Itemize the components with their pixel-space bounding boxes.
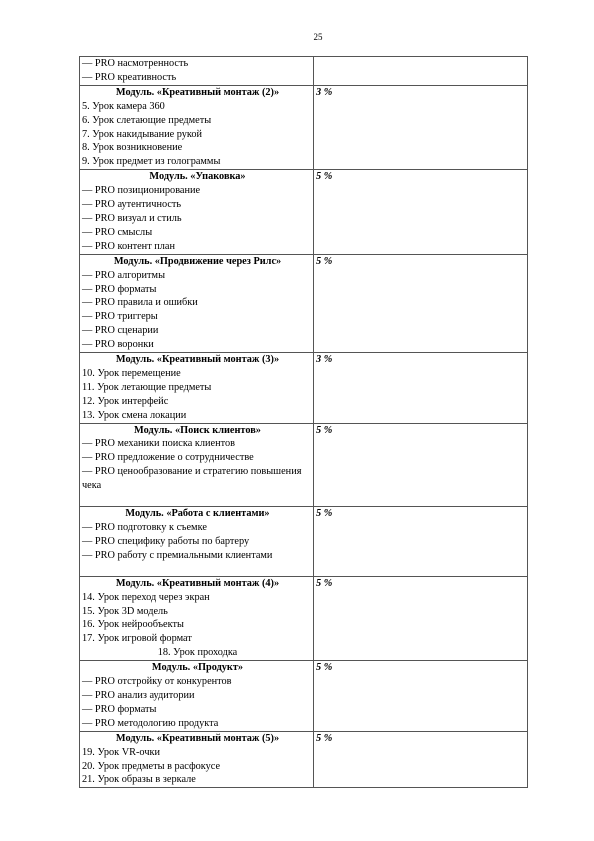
topic-line: — PRO механики поиска клиентов <box>82 438 235 450</box>
topic-line: 19. Урок VR-очки <box>82 746 161 758</box>
module-title: Модуль. «Работа с клиентами» <box>125 508 270 520</box>
module-weight: 5 % <box>316 732 333 744</box>
module-title: Модуль. «Продукт» <box>151 662 244 674</box>
module-weight: 5 % <box>316 424 333 436</box>
topic-line: 9. Урок предмет из голограммы <box>82 156 221 168</box>
topic-line: — PRO отстройку от конкурентов <box>82 676 232 688</box>
table-row <box>80 353 528 424</box>
topic-line: 13. Урок смена локации <box>82 409 187 421</box>
topic-line: — PRO ценообразование и стратегию повышения чека <box>82 466 302 492</box>
module-weight-cell <box>314 576 528 660</box>
topic-line: 16. Урок нейрообъекты <box>82 619 184 631</box>
module-topics-cell <box>80 576 314 660</box>
topic-line: 15. Урок 3D модель <box>82 605 168 617</box>
page-number: 25 <box>313 32 323 42</box>
topic-line: 5. Урок камера 360 <box>82 100 165 112</box>
module-weight: 5 % <box>316 508 333 520</box>
module-title: Модуль. «Поиск клиентов» <box>134 424 261 436</box>
module-weight-cell <box>314 85 528 169</box>
module-weight: 5 % <box>316 577 333 589</box>
topic-line: — PRO смыслы <box>82 226 153 238</box>
topic-line: — PRO сценарии <box>82 325 159 337</box>
module-topics-cell <box>80 254 314 352</box>
topic-line: — PRO креативность <box>82 71 177 83</box>
module-topics-cell <box>80 85 314 169</box>
module-weight-cell <box>314 57 528 86</box>
topic-line: — PRO аутентичность <box>82 199 182 211</box>
topic-line: 8. Урок возникновение <box>82 142 183 154</box>
module-topics-cell <box>80 423 314 507</box>
topic-line: — PRO воронки <box>82 339 154 351</box>
module-weight-cell <box>314 254 528 352</box>
module-weight-cell <box>314 731 528 788</box>
module-topics-cell <box>80 507 314 577</box>
module-topics-cell <box>80 57 314 86</box>
topic-line: — PRO правила и ошибки <box>82 297 198 309</box>
row-spacer <box>82 493 313 506</box>
topic-line: 20. Урок предметы в расфокусе <box>82 760 221 772</box>
module-weight: 5 % <box>316 255 333 267</box>
topic-line: — PRO предложение о сотрудничестве <box>82 452 254 464</box>
table-row <box>80 57 528 86</box>
module-weight: 5 % <box>316 171 333 183</box>
module-weight-cell <box>314 661 528 732</box>
topic-line: — PRO алгоритмы <box>82 269 165 281</box>
topic-line: 12. Урок интерфейс <box>82 395 169 407</box>
table-row <box>80 661 528 732</box>
module-topics-cell <box>80 661 314 732</box>
topic-line: 21. Урок образы в зеркале <box>82 774 196 786</box>
topic-line: — PRO анализ аудитории <box>82 689 195 701</box>
table-row <box>80 254 528 352</box>
topic-line: 17. Урок игровой формат <box>82 633 192 645</box>
topic-line: — PRO насмотренность <box>82 58 189 69</box>
table-row <box>80 576 528 660</box>
topic-line: — PRO форматы <box>82 283 157 295</box>
row-spacer <box>82 563 313 576</box>
curriculum-table <box>79 56 528 788</box>
module-title: Модуль. «Креативный монтаж (4)» <box>115 577 280 589</box>
topic-line: 6. Урок слетающие предметы <box>82 114 212 126</box>
table-row <box>80 170 528 254</box>
module-title: Модуль. «Продвижение через Рилс» <box>113 255 282 267</box>
module-topics-cell <box>80 731 314 788</box>
module-weight-cell <box>314 423 528 507</box>
module-weight-cell <box>314 170 528 254</box>
module-title: Модуль. «Креативный монтаж (2)» <box>115 86 280 98</box>
module-topics-cell <box>80 353 314 424</box>
module-weight: 5 % <box>316 662 333 674</box>
topic-line: 7. Урок накидывание рукой <box>82 128 203 140</box>
module-topics-cell <box>80 170 314 254</box>
topic-line: — PRO методологию продукта <box>82 717 219 729</box>
topic-line: — PRO подготовку к съемке <box>82 522 207 533</box>
topic-line: — PRO контент план <box>82 240 175 252</box>
topic-line: 11. Урок летающие предметы <box>82 381 212 393</box>
module-weight: 3 % <box>316 86 333 98</box>
module-weight-cell <box>314 507 528 577</box>
module-title: Модуль. «Креативный монтаж (5)» <box>115 732 280 744</box>
topic-line: 18. Урок проходка <box>157 647 238 659</box>
topic-line: — PRO триггеры <box>82 311 158 323</box>
table-row <box>80 731 528 788</box>
topic-line: — PRO позиционирование <box>82 185 201 197</box>
topic-line: — PRO специфику работы по бартеру <box>82 535 250 547</box>
topic-line: — PRO работу с премиальными клиентами <box>82 549 273 561</box>
module-weight: 3 % <box>316 354 333 366</box>
table-row <box>80 85 528 169</box>
module-weight-cell <box>314 353 528 424</box>
topic-line: — PRO визуал и стиль <box>82 212 182 224</box>
module-title: Модуль. «Упаковка» <box>149 171 246 183</box>
table-row <box>80 423 528 507</box>
table-row <box>80 507 528 577</box>
topic-line: — PRO форматы <box>82 703 157 715</box>
topic-line: 14. Урок переход через экран <box>82 591 210 603</box>
topic-line: 10. Урок перемещение <box>82 367 181 379</box>
module-title: Модуль. «Креативный монтаж (3)» <box>115 354 280 366</box>
